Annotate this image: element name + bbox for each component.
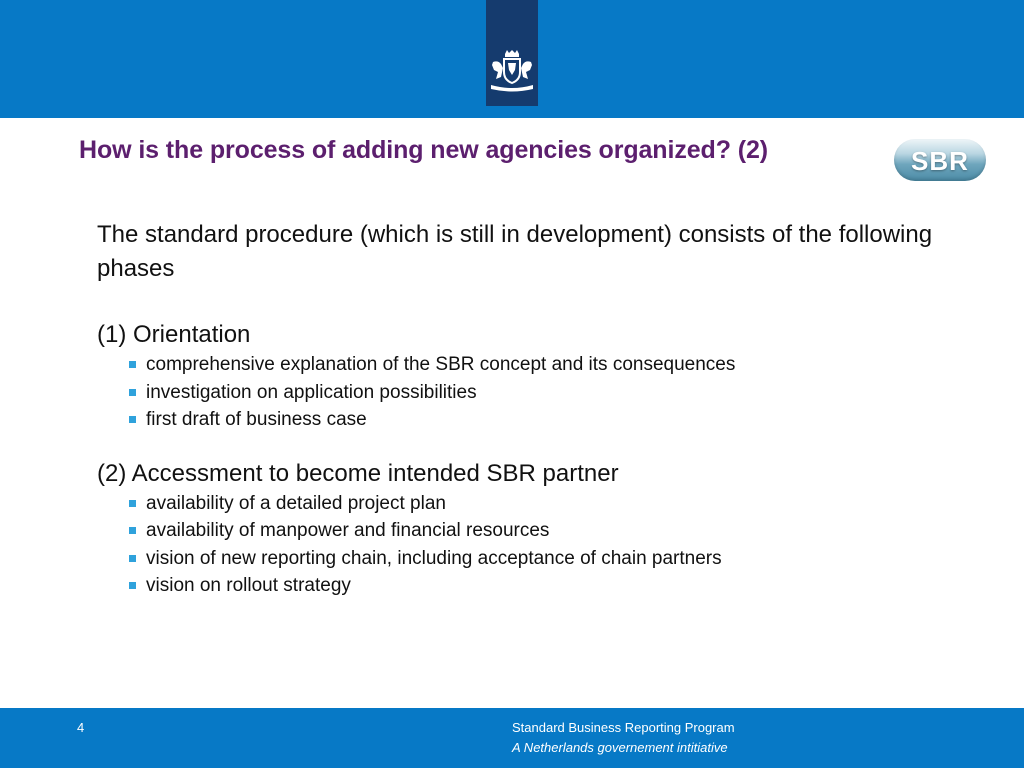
government-emblem: [486, 0, 538, 106]
sbr-logo-text: SBR: [911, 146, 969, 176]
bullet-item: first draft of business case: [129, 406, 997, 434]
slide-body: [97, 218, 997, 600]
bullet-item: vision on rollout strategy: [129, 572, 997, 600]
page-number: 4: [77, 720, 85, 735]
sbr-logo: [894, 139, 986, 181]
coat-of-arms-icon: [489, 50, 535, 94]
header-bar: [0, 0, 1024, 118]
bullet-item: investigation on application possibilities: [129, 379, 997, 407]
bullet-item: comprehensive explanation of the SBR concept and its consequences: [129, 351, 997, 379]
footer-bar: [0, 708, 1024, 768]
footer-subtitle: A Netherlands governement intitiative: [512, 740, 728, 755]
phase-heading: (2) Accessment to become intended SBR partner: [97, 459, 619, 487]
phase-bullet-list: [97, 490, 997, 600]
bullet-item: availability of manpower and financial resources: [129, 517, 997, 545]
bullet-item: vision of new reporting chain, including acceptance of chain partners: [129, 545, 997, 573]
slide-title: How is the process of adding new agencies organized? (2): [79, 136, 768, 164]
intro-text: The standard procedure (which is still in development) consists of the following phases: [97, 221, 933, 282]
bullet-item: availability of a detailed project plan: [129, 490, 997, 518]
phase-bullet-list: [97, 351, 997, 434]
footer-program-title: Standard Business Reporting Program: [512, 720, 735, 735]
phase-heading: (1) Orientation: [97, 321, 251, 348]
